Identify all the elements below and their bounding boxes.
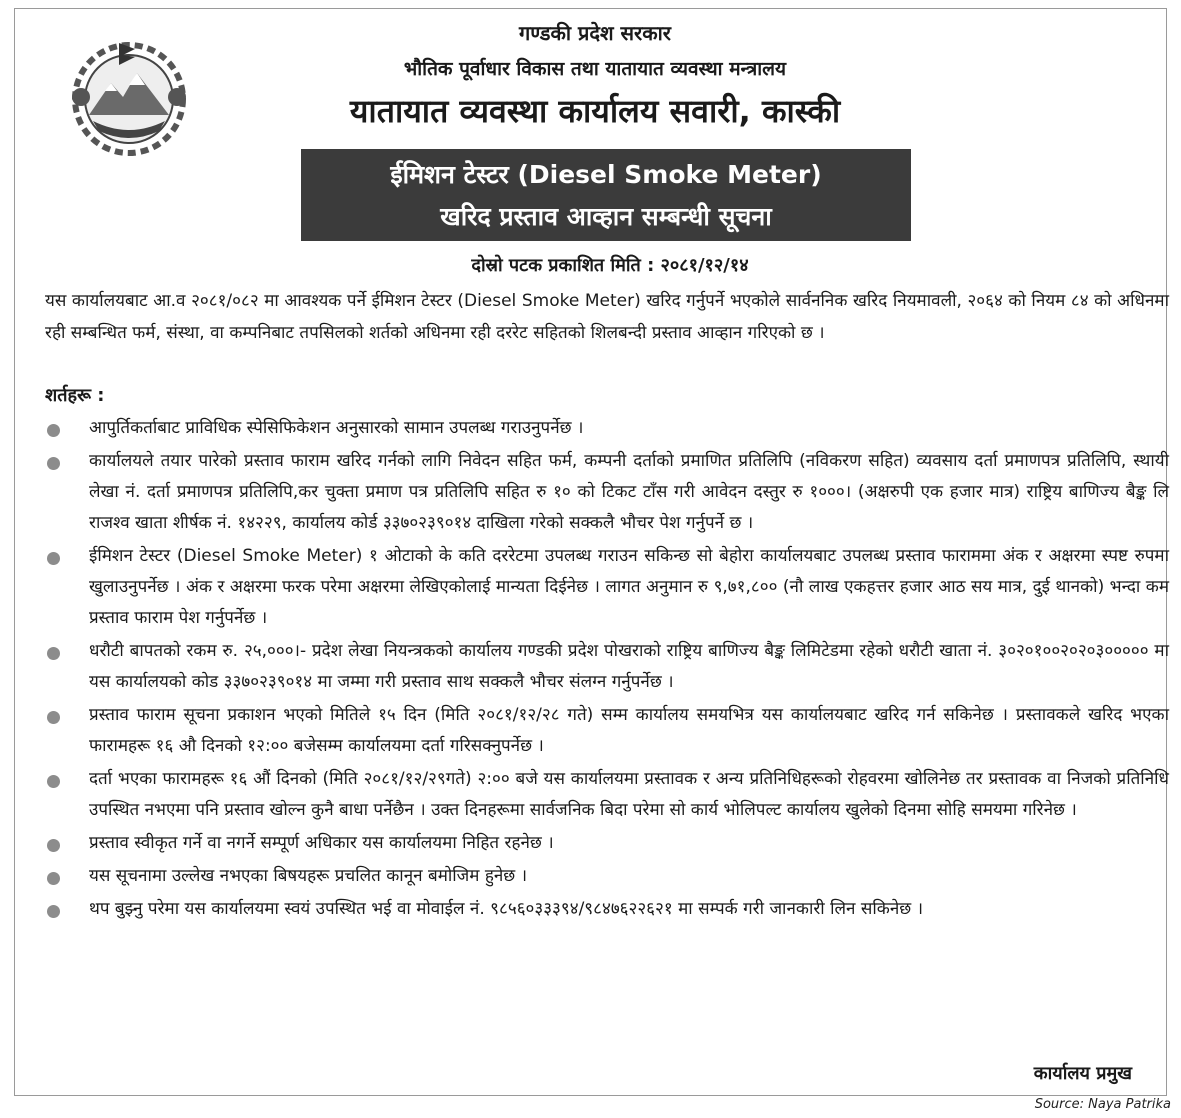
notice-title-box	[301, 149, 911, 241]
condition-text: प्रस्ताव फाराम सूचना प्रकाशन भएको मितिले १५ दिन (मिति २०८१/१२/२८ गते) सम्म कार्यालय समयभित्र यस कार्यालयबाट खरिद गर्न सकिनेछ । प्रस्तावकले खरिद भएका फारामहरू १६ औ दिनको १२:०० बजेसम्म कार्यालयमा दर्ता गरिसक्नुपर्नेछ ।	[89, 705, 1169, 756]
condition-text: थप बुझ्नु परेमा यस कार्यालयमा स्वयं उपस्थित भई वा मोवाईल नं. ९८५६०३३३९४/९८४७६२२६२१ मा सम्पर्क गरी जानकारी लिन सकिनेछ ।	[89, 899, 924, 919]
condition-item	[45, 828, 1169, 859]
bullet-dot-icon	[47, 905, 60, 918]
bullet-dot-icon	[47, 424, 60, 437]
source-credit: Source: Naya Patrika	[1034, 1097, 1171, 1112]
signoff: कार्यालय प्रमुख	[1033, 1063, 1132, 1084]
condition-item	[45, 861, 1169, 892]
condition-item	[45, 636, 1169, 698]
condition-item	[45, 446, 1169, 539]
condition-text: ईमिशन टेस्टर (Diesel Smoke Meter) १ ओटाको के कति दररेटमा उपलब्ध गराउन सकिन्छ सो बेहोरा कार्यालयबाट उपलब्ध प्रस्ताव फाराममा अंक र अक्षरमा स्पष्ट रुपमा खुलाउनुपर्नेछ । अंक र अक्षरमा फरक परेमा अक्षरमा लेखिएकोलाई मान्यता दिईनेछ । लागत अनुमान रु ९,७१,८०० (नौ लाख एकहत्तर हजार आठ सय मात्र, दुई थानको) भन्दा कम प्रस्ताव फाराम पेश गर्नुपर्नेछ ।	[89, 546, 1169, 628]
conditions-list	[45, 413, 1169, 927]
condition-text: दर्ता भएका फारामहरू १६ औं दिनको (मिति २०८१/१२/२९गते) २:०० बजे यस कार्यालयमा प्रस्तावक र अन्य प्रतिनिधिहरूको रोहवरमा खोलिनेछ तर प्रस्तावक वा निजको प्रतिनिधि उपस्थित नभएमा पनि प्रस्ताव खोल्न कुनै बाधा पर्नेछैन । उक्त दिनहरूमा सार्वजनिक बिदा परेमा सो कार्य भोलिपल्ट कार्यालय खुलेको दिनमा सोहि समयमा गरिनेछ ।	[89, 769, 1169, 820]
bullet-dot-icon	[47, 872, 60, 885]
government-name: गण्डकी प्रदेश सरकार	[519, 21, 671, 45]
ministry-name: भौतिक पूर्वाधार विकास तथा यातायात व्यवस्था मन्त्रालय	[403, 58, 787, 80]
bullet-dot-icon	[47, 839, 60, 852]
notice-frame	[14, 8, 1170, 1096]
bullet-dot-icon	[47, 552, 60, 565]
publication-date: दोस्रो पटक प्रकाशित मिति : २०८१/१२/१४	[471, 255, 749, 276]
bullet-dot-icon	[47, 457, 60, 470]
bullet-dot-icon	[47, 775, 60, 788]
notice-title-line-1: ईमिशन टेस्टर (Diesel Smoke Meter)	[390, 160, 822, 189]
condition-item	[45, 894, 1169, 925]
bullet-dot-icon	[47, 647, 60, 660]
condition-text: कार्यालयले तयार पारेको प्रस्ताव फाराम खरिद गर्नको लागि निवेदन सहित फर्म, कम्पनी दर्ताको प्रमाणित प्रतिलिपि (नविकरण सहित) व्यवसाय दर्ता प्रमाणपत्र प्रतिलिपि, स्थायी लेखा नं. दर्ता प्रमाणपत्र प्रतिलिपि,कर चुक्ता प्रमाण पत्र प्रतिलिपि सहित रु १० को टिकट टाँस गरी आवेदन दस्तुर रु १०००। (अक्षरुपी एक हजार मात्र) राष्ट्रिय बाणिज्य बैङ्क लि राजश्व खाता शीर्षक नं. १४२२९, कार्यालय कोर्ड ३३७०२३९०१४ दाखिला गरेको सक्कलै भौचर पेश गर्नुपर्ने छ ।	[89, 451, 1169, 533]
nepal-emblem-icon	[59, 35, 199, 157]
condition-text: आपुर्तिकर्ताबाट प्राविधिक स्पेसिफिकेशन अनुसारको सामान उपलब्ध गराउनुपर्नेछ ।	[89, 418, 584, 438]
condition-text: प्रस्ताव स्वीकृत गर्ने वा नगर्ने सम्पूर्ण अधिकार यस कार्यालयमा निहित रहनेछ ।	[89, 833, 554, 853]
conditions-heading: शर्तहरू :	[45, 385, 105, 406]
condition-item	[45, 764, 1169, 826]
notice-title-line-2: खरिद प्रस्ताव आव्हान सम्बन्धी सूचना	[440, 202, 772, 231]
condition-item	[45, 700, 1169, 762]
bullet-dot-icon	[47, 711, 60, 724]
office-name: यातायात व्यवस्था कार्यालय सवारी, कास्की	[349, 92, 841, 130]
condition-item	[45, 541, 1169, 634]
condition-item	[45, 413, 1169, 444]
intro-paragraph: यस कार्यालयबाट आ.व २०८१/०८२ मा आवश्यक पर्ने ईमिशन टेस्टर (Diesel Smoke Meter) खरिद गर्नुपर्ने भएकोले सार्वननिक खरिद नियमावली, २०६४ को नियम ८४ को अधिनमा रही सम्बन्धित फर्म, संस्था, वा कम्पनिबाट तपसिलको शर्तको अधिनमा रही दररेट सहितको शिलबन्दी प्रस्ताव आव्हान गरिएको छ ।	[45, 291, 1169, 343]
condition-text: यस सूचनामा उल्लेख नभएका बिषयहरू प्रचलित कानून बमोजिम हुनेछ ।	[89, 866, 528, 886]
condition-text: धरौटी बापतको रकम रु. २५,०००।- प्रदेश लेखा नियन्त्रकको कार्यालय गण्डकी प्रदेश पोखराको राष्ट्रिय बाणिज्य बैङ्क लिमिटेडमा रहेको धरौटी खाता नं. ३०२०१००२०२०३००००० मा यस कार्यालयको कोड ३३७०२३९०१४ मा जम्मा गरी प्रस्ताव साथ सक्कलै भौचर संलग्न गर्नुपर्नेछ ।	[89, 641, 1170, 692]
